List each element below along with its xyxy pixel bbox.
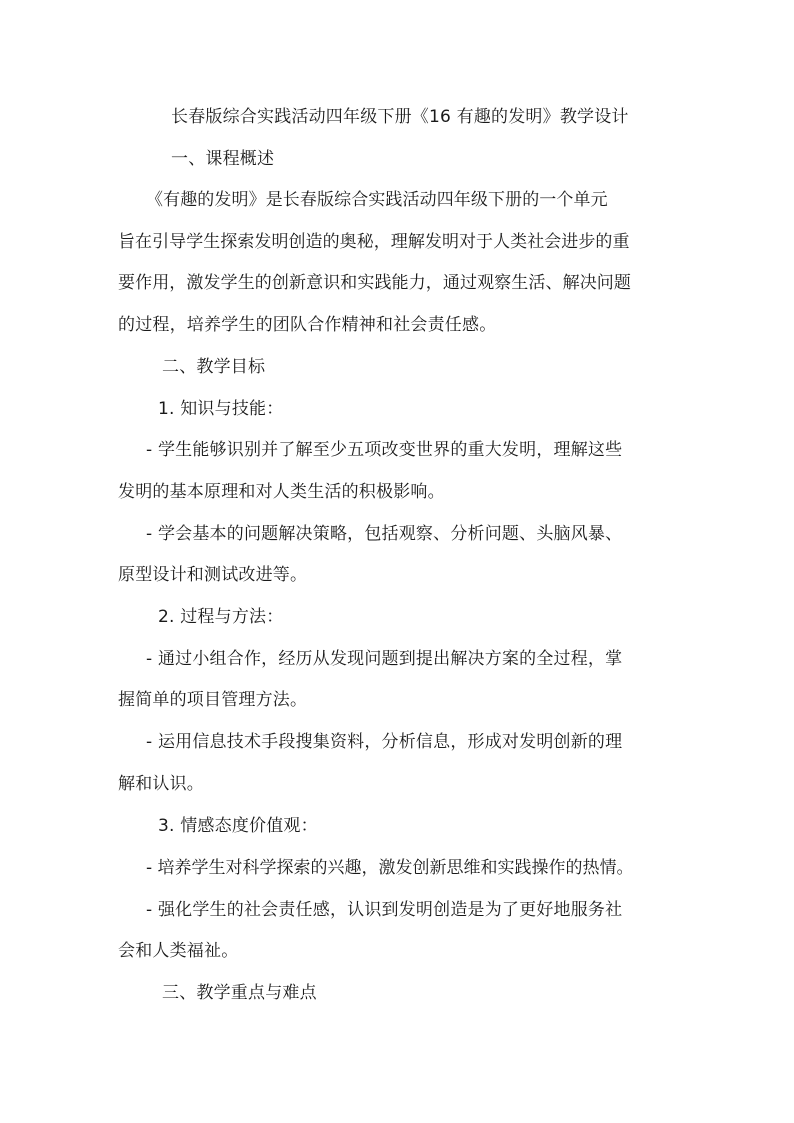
bullet-line: - 强化学生的社会责任感，认识到发明创造是为了更好地服务社 (146, 900, 623, 920)
document-title: 长春版综合实践活动四年级下册《16 有趣的发明》教学设计 (171, 107, 629, 127)
paragraph-line: 《有趣的发明》是长春版综合实践活动四年级下册的一个单元 (146, 190, 608, 210)
paragraph-line: 要作用，激发学生的创新意识和实践能力，通过观察生活、解决问题 (118, 273, 631, 293)
bullet-line: 发明的基本原理和对人类生活的积极影响。 (118, 482, 445, 502)
bullet-line: 解和认识。 (118, 774, 204, 794)
bullet-line: - 学会基本的问题解决策略，包括观察、分析问题、头脑风暴、 (146, 524, 623, 544)
bullet-line: - 运用信息技术手段搜集资料，分析信息，形成对发明创新的理 (146, 732, 623, 752)
section-heading-key-points: 三、教学重点与难点 (162, 983, 317, 1003)
bullet-line: - 通过小组合作，经历从发现问题到提出解决方案的全过程，掌 (146, 649, 623, 669)
section-heading-overview: 一、课程概述 (171, 149, 275, 169)
bullet-line: - 培养学生对科学探索的兴趣，激发创新思维和实践操作的热情。 (146, 858, 634, 878)
subsection-heading-process: 2. 过程与方法： (158, 607, 284, 627)
bullet-line: 会和人类福祉。 (118, 941, 239, 961)
subsection-heading-values: 3. 情感态度价值观： (158, 816, 318, 836)
paragraph-line: 旨在引导学生探索发明创造的奥秘，理解发明对于人类社会进步的重 (118, 232, 630, 252)
bullet-line: - 学生能够识别并了解至少五项改变世界的重大发明，理解这些 (146, 440, 623, 460)
paragraph-line: 的过程，培养学生的团队合作精神和社会责任感。 (118, 315, 497, 335)
bullet-line: 握简单的项目管理方法。 (118, 690, 308, 710)
bullet-line: 原型设计和测试改进等。 (118, 565, 308, 585)
subsection-heading-knowledge: 1. 知识与技能： (158, 399, 284, 419)
section-heading-objectives: 二、教学目标 (162, 357, 266, 377)
